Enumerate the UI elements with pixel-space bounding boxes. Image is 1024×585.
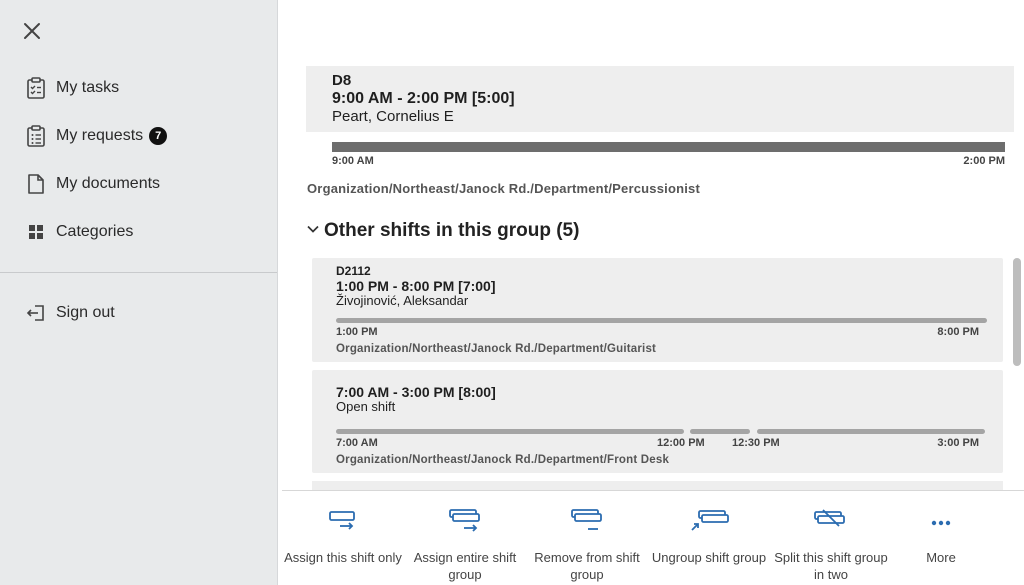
ungroup-shift-group-button[interactable] bbox=[648, 491, 770, 585]
chevron-down-icon bbox=[306, 222, 320, 241]
item-code: D2112 bbox=[336, 264, 371, 278]
group-title: Other shifts in this group (5) bbox=[324, 220, 580, 241]
ungroup-icon bbox=[689, 507, 729, 535]
split-shift-group-label: Split this shift group in two bbox=[774, 550, 888, 582]
clipboard-check-icon bbox=[26, 77, 46, 99]
sidebar-item-categories[interactable] bbox=[0, 208, 277, 256]
sign-out-label: Sign out bbox=[56, 304, 115, 321]
sidebar-item-my-documents[interactable] bbox=[0, 160, 277, 208]
more-button[interactable] bbox=[892, 491, 990, 585]
more-label: More bbox=[926, 550, 956, 565]
shift-person: Peart, Cornelius E bbox=[332, 108, 454, 125]
timeline-end: 2:00 PM bbox=[963, 155, 1005, 167]
close-icon[interactable] bbox=[20, 19, 44, 43]
sidebar-item-label: My tasks bbox=[56, 79, 120, 96]
clipboard-list-icon bbox=[26, 125, 46, 147]
shift-detail-panel bbox=[278, 0, 1024, 585]
sign-out-icon bbox=[26, 302, 46, 324]
action-toolbar bbox=[282, 490, 1024, 585]
assign-group-icon bbox=[448, 507, 482, 535]
timeline-segment bbox=[336, 429, 684, 434]
item-t3: 12:30 PM bbox=[732, 437, 780, 449]
group-toggle[interactable] bbox=[306, 220, 579, 242]
org-path: Organization/Northeast/Janock Rd./Department/Percussionist bbox=[307, 181, 701, 196]
item-times bbox=[336, 326, 979, 340]
remove-from-group-button[interactable] bbox=[526, 491, 648, 585]
item-time: 1:00 PM - 8:00 PM [7:00] bbox=[336, 278, 496, 294]
ungroup-label: Ungroup shift group bbox=[651, 550, 767, 565]
remove-group-icon bbox=[570, 507, 604, 535]
sidebar-item-my-requests[interactable] bbox=[0, 112, 277, 160]
remove-from-group-label: Remove from shift group bbox=[534, 550, 640, 582]
assign-shift-group-label: Assign entire shift group bbox=[413, 550, 517, 582]
split-shift-group-button[interactable] bbox=[770, 491, 892, 585]
list-item[interactable] bbox=[312, 258, 1003, 362]
item-start: 1:00 PM bbox=[336, 326, 378, 338]
item-path: Organization/Northeast/Janock Rd./Department/Guitarist bbox=[336, 343, 657, 355]
selected-shift-card bbox=[306, 66, 1014, 132]
sidebar-divider bbox=[0, 272, 277, 273]
timeline-segment bbox=[336, 318, 987, 323]
item-t4: 3:00 PM bbox=[937, 437, 979, 449]
timeline-segment bbox=[757, 429, 985, 434]
item-times bbox=[336, 437, 979, 451]
sign-out-button[interactable] bbox=[0, 289, 277, 337]
shift-code: D8 bbox=[332, 72, 352, 89]
sidebar-item-label: Categories bbox=[56, 223, 134, 240]
item-timeline bbox=[336, 429, 979, 434]
assign-shift-only-label: Assign this shift only bbox=[284, 550, 402, 565]
sidebar-item-label: My requests bbox=[56, 127, 144, 144]
sidebar-nav bbox=[0, 64, 277, 256]
list-scrollbar[interactable] bbox=[1013, 258, 1021, 366]
list-item[interactable] bbox=[312, 481, 1003, 490]
assign-shift-icon bbox=[328, 507, 358, 535]
sidebar-item-my-tasks[interactable] bbox=[0, 64, 277, 112]
shift-timeline-bar bbox=[332, 142, 1005, 152]
sidebar-item-label: My documents bbox=[56, 175, 161, 192]
requests-count-badge: 7 bbox=[149, 127, 167, 145]
signout-section bbox=[0, 289, 277, 337]
item-time: 7:00 AM - 3:00 PM [8:00] bbox=[336, 384, 496, 400]
item-path: Organization/Northeast/Janock Rd./Department/Front Desk bbox=[336, 454, 670, 466]
split-group-icon bbox=[813, 507, 849, 535]
assign-shift-only-button[interactable] bbox=[282, 491, 404, 585]
more-dots-icon bbox=[929, 507, 953, 535]
item-person: Open shift bbox=[336, 399, 396, 414]
item-person: Živojinović, Aleksandar bbox=[336, 293, 469, 308]
timeline-segment bbox=[690, 429, 750, 434]
item-t2: 12:00 PM bbox=[657, 437, 705, 449]
sidebar bbox=[0, 0, 278, 585]
shift-time: 9:00 AM - 2:00 PM [5:00] bbox=[332, 90, 515, 107]
document-icon bbox=[26, 173, 46, 195]
grid-icon bbox=[26, 221, 46, 243]
item-end: 8:00 PM bbox=[937, 326, 979, 338]
item-timeline bbox=[336, 318, 979, 323]
item-t1: 7:00 AM bbox=[336, 437, 378, 449]
list-item[interactable] bbox=[312, 370, 1003, 473]
assign-shift-group-button[interactable] bbox=[404, 491, 526, 585]
group-shift-list[interactable] bbox=[312, 258, 1003, 490]
timeline-start: 9:00 AM bbox=[332, 155, 374, 167]
